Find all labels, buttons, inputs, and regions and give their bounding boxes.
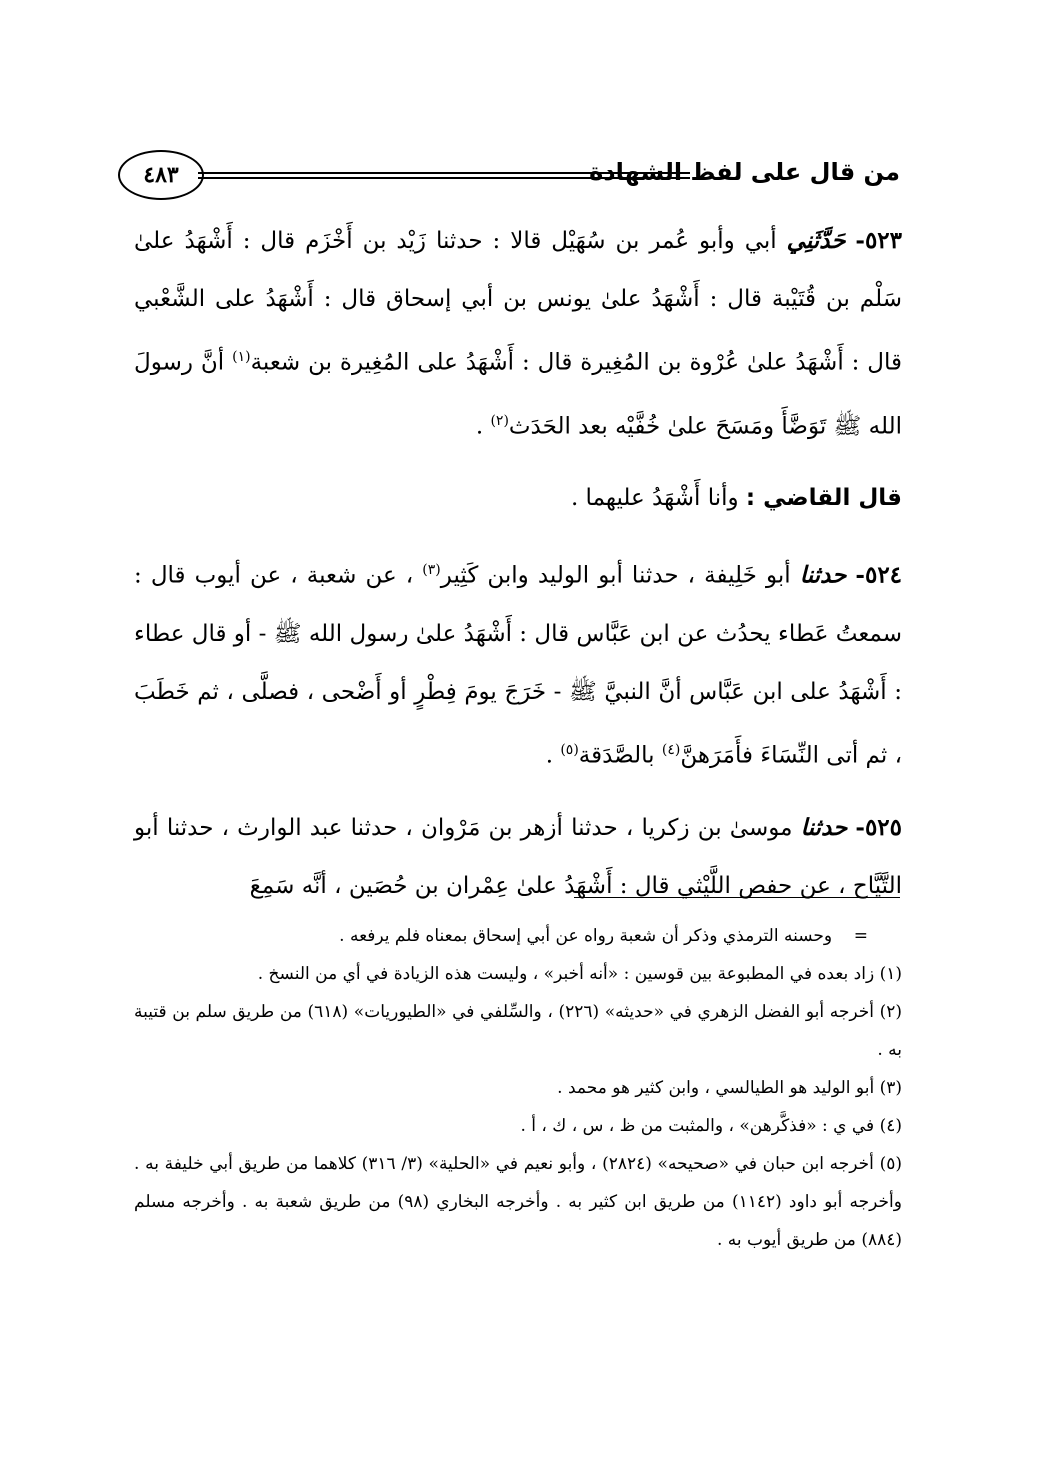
hadith-524 <box>134 541 902 784</box>
hadith-text: أبو خَلِيفة ، حدثنا أبو الوليد وابن كَثِير <box>440 562 791 589</box>
chapter-title: من قال على لفظ الشهادة <box>589 158 900 186</box>
hadith-number: ٥٢٥- <box>855 813 903 841</box>
hadith-text: موسىٰ بن زكريا ، حدثنا أزهر بن مَرْوان ، حدثنا عبد الوارث ، حدثنا أبو التَّيَّاح ، عن حفص اللَّيْثي قال : أَشْهَدُ علىٰ عِمْران بن حُصَين ، أنَّه سَمِعَ <box>134 814 902 899</box>
main-text <box>134 212 902 915</box>
footnote-1 <box>134 955 902 993</box>
page-number: ٤٨٣ <box>118 150 204 200</box>
continuation-marker: = <box>853 926 868 946</box>
footnote-separator <box>574 897 900 898</box>
hadith-end: . <box>475 413 484 440</box>
qadi-statement <box>134 469 902 527</box>
footnote-text: في ي : «فذكَّرهن» ، والمثبت من ظ ، س ، ك ، أ . <box>520 1116 875 1136</box>
narration-opener: حَدَّثَنِي <box>786 227 846 254</box>
footnote-3 <box>134 1069 902 1107</box>
footnote-label: (١) <box>879 964 902 984</box>
hadith-text: ، عن شعبة ، عن أيوب قال : سمعتُ عَطاء يحدُث عن ابن عَبَّاس قال : أَشْهَدُ علىٰ رسول الله ﷺ - أو قال عطاء : أَشْهَدُ على ابن عَبَّاس أنَّ النبيَّ ﷺ - خَرَجَ يومَ فِطْرٍ أو أَضْحى ، فصلَّى ، ثم خَطَبَ ، ثم أتى النِّسَاءَ فأَمَرَهنَّ <box>134 562 902 769</box>
hadith-text: أبي وأبو عُمر بن سُهَيْل قالا : حدثنا زَيْد بن أَخْزَم قال : أَشْهَدُ علىٰ سَلْم بن قُتَيْبة قال : أَشْهَدُ علىٰ يونس بن أبي إسحاق قال : أَشْهَدُ على الشَّعْبي قال : أَشْهَدُ علىٰ عُرْوة بن المُغِيرة قال : أَشْهَدُ على المُغِيرة بن شعبة <box>134 228 902 376</box>
footnote-text: أخرجه أبو الفضل الزهري في «حديثه» (٢٢٦) ، والسِّلفي في «الطيوريات» (٦١٨) من طريق سلم بن قتيبة به . <box>134 1002 902 1060</box>
narration-opener: حدثنا <box>800 813 848 841</box>
footnotes <box>134 917 902 1259</box>
hadith-number: ٥٢٣- <box>855 227 903 254</box>
hadith-number: ٥٢٤- <box>855 561 903 589</box>
footnote-label: (٤) <box>879 1116 902 1136</box>
header-rule <box>198 172 690 179</box>
hadith-text: بالصَّدَقة <box>578 742 655 769</box>
footnote-ref: (١) <box>232 349 251 365</box>
footnote-text: أخرجه ابن حبان في «صحيحه» (٢٨٢٤) ، وأبو نعيم في «الحلية» (٣/ ٣١٦) كلاهما من طريق أبي خليفة به . وأخرجه أبو داود (١١٤٢) من طريق ابن كثير به . وأخرجه البخاري (٩٨) من طريق شعبة به . وأخرجه مسلم (٨٨٤) من طريق أيوب به . <box>134 1154 902 1250</box>
running-header <box>118 150 900 206</box>
qadi-text: وأنا أَشْهَدُ عليهما . <box>570 485 739 512</box>
footnote-text: زاد بعده في المطبوعة بين قوسين : «أنه أخبر» ، وليست هذه الزيادة في أي من النسخ . <box>257 964 875 984</box>
footnote-ref: (٢) <box>490 412 509 429</box>
footnote-4 <box>134 1107 902 1145</box>
hadith-523 <box>134 212 902 455</box>
hadith-text: أنَّ رسولَ الله ﷺ تَوَضَّأَ ومَسَحَ علىٰ خُفَّيْه بعد الحَدَث <box>134 349 902 440</box>
footnote-label: (٣) <box>879 1078 902 1098</box>
footnote-ref: (٣) <box>422 562 441 579</box>
footnote-label: (٢) <box>879 1002 903 1022</box>
narration-opener: حدثنا <box>799 561 847 589</box>
footnote-ref: (٤) <box>661 741 681 758</box>
footnote-ref: (٥) <box>560 741 579 758</box>
footnote-5 <box>134 1145 902 1259</box>
hadith-end: . <box>545 742 553 769</box>
footnote-label: (٥) <box>879 1154 903 1174</box>
footnote-2 <box>134 993 902 1069</box>
footnote-continuation <box>134 917 902 955</box>
footnote-text: وحسنه الترمذي وذكر أن شعبة رواه عن أبي إسحاق بمعناه فلم يرفعه . <box>339 926 833 946</box>
qadi-label: قال القاضي : <box>745 485 902 512</box>
footnote-text: أبو الوليد هو الطيالسي ، وابن كثير هو محمد . <box>557 1078 875 1098</box>
